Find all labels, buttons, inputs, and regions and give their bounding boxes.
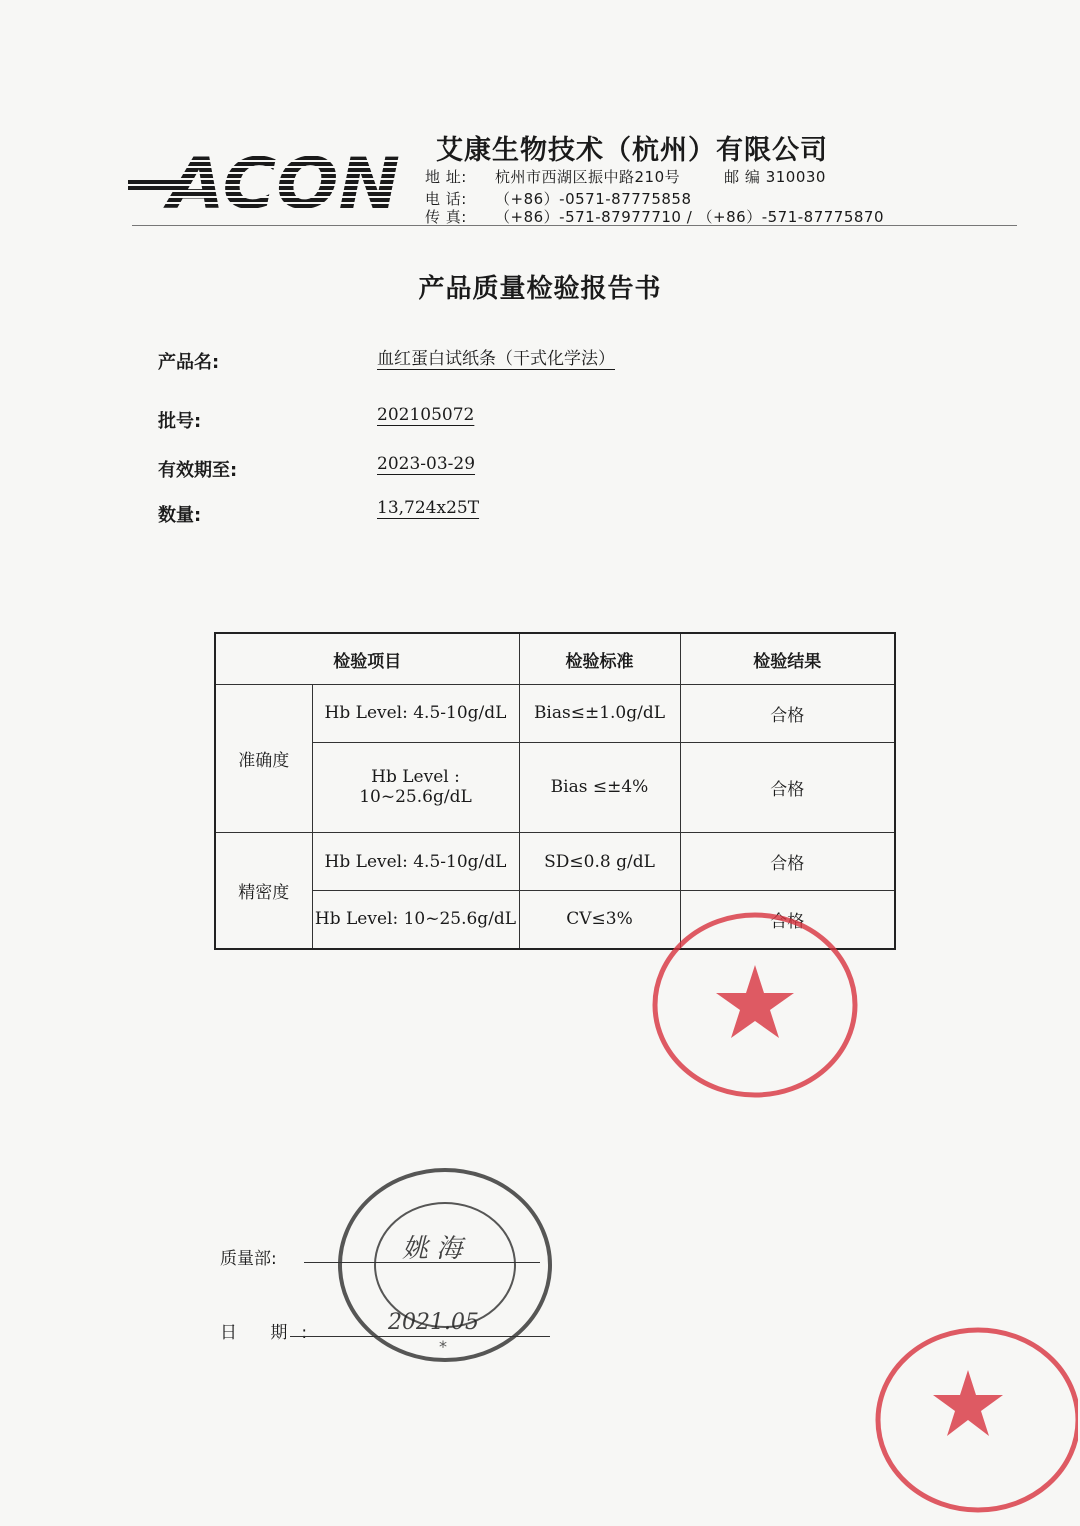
handwritten-date: 2021.05 <box>388 1310 479 1335</box>
jiangsu-qc-seal <box>868 1325 1078 1515</box>
svg-text:ACON: ACON <box>162 150 400 216</box>
batch-value: 202105072 <box>377 405 475 425</box>
result-cell: 合格 <box>680 833 895 891</box>
standard-cell: Bias≤±1.0g/dL <box>519 685 680 743</box>
expiry-value: 2023-03-29 <box>377 454 476 474</box>
category-accuracy: 准确度 <box>215 685 312 833</box>
header-divider <box>132 225 1017 226</box>
standard-cell: Bias ≤±4% <box>519 742 680 833</box>
item-cell: Hb Level: 10~25.6g/dL <box>312 890 519 949</box>
seal-star-icon: * <box>439 1337 447 1356</box>
date-label: 日 期: <box>220 1323 322 1343</box>
nanjing-company-seal <box>650 910 860 1100</box>
item-cell: Hb Level : 10~25.6g/dL <box>312 742 519 833</box>
table-header-row <box>215 633 895 685</box>
star-icon <box>716 965 794 1038</box>
phone-label: 电 话: <box>425 190 467 208</box>
quantity-value: 13,724x25T <box>377 498 480 518</box>
acon-qa-seal <box>335 1165 555 1365</box>
address-line <box>425 166 826 187</box>
acon-logo <box>128 150 400 216</box>
product-value: 血红蛋白试纸条（干式化学法） <box>377 349 615 369</box>
item-cell: Hb Level: 4.5-10g/dL <box>312 833 519 891</box>
category-precision: 精密度 <box>215 833 312 949</box>
header-result: 检验结果 <box>680 633 895 685</box>
item-cell: Hb Level: 4.5-10g/dL <box>312 685 519 743</box>
table-row <box>215 833 895 891</box>
fax-line <box>425 206 884 227</box>
table-row <box>215 685 895 743</box>
address-label: 地 址: <box>425 168 467 186</box>
result-cell: 合格 <box>680 685 895 743</box>
qa-handwritten-signature: 姚 海 <box>402 1234 463 1264</box>
document-title: 产品质量检验报告书 <box>418 274 662 304</box>
fax-label: 传 真: <box>425 208 467 226</box>
quantity-label: 数量: <box>158 505 202 526</box>
result-cell: 合格 <box>680 742 895 833</box>
batch-label: 批号: <box>158 411 202 432</box>
star-icon <box>933 1370 1003 1436</box>
inspection-table <box>214 632 896 950</box>
postcode-value: 310030 <box>765 168 826 186</box>
table-row <box>215 742 895 833</box>
address-value: 杭州市西湖区振中路210号 <box>495 168 681 186</box>
result-cell: 合格 <box>680 890 895 949</box>
fax-value: （+86）-571-87977710 / （+86）-571-87775870 <box>495 208 885 226</box>
date-signature-line <box>290 1336 550 1337</box>
standard-cell: SD≤0.8 g/dL <box>519 833 680 891</box>
phone-value: （+86）-0571-87775858 <box>495 190 692 208</box>
postcode-label: 邮 编 <box>724 168 761 186</box>
standard-cell: CV≤3% <box>519 890 680 949</box>
qa-department-label: 质量部: <box>220 1249 277 1269</box>
company-name: 艾康生物技术（杭州）有限公司 <box>436 135 828 166</box>
expiry-label: 有效期至: <box>158 460 238 481</box>
product-label: 产品名: <box>158 352 220 373</box>
header-standard: 检验标准 <box>519 633 680 685</box>
header-item: 检验项目 <box>215 633 519 685</box>
